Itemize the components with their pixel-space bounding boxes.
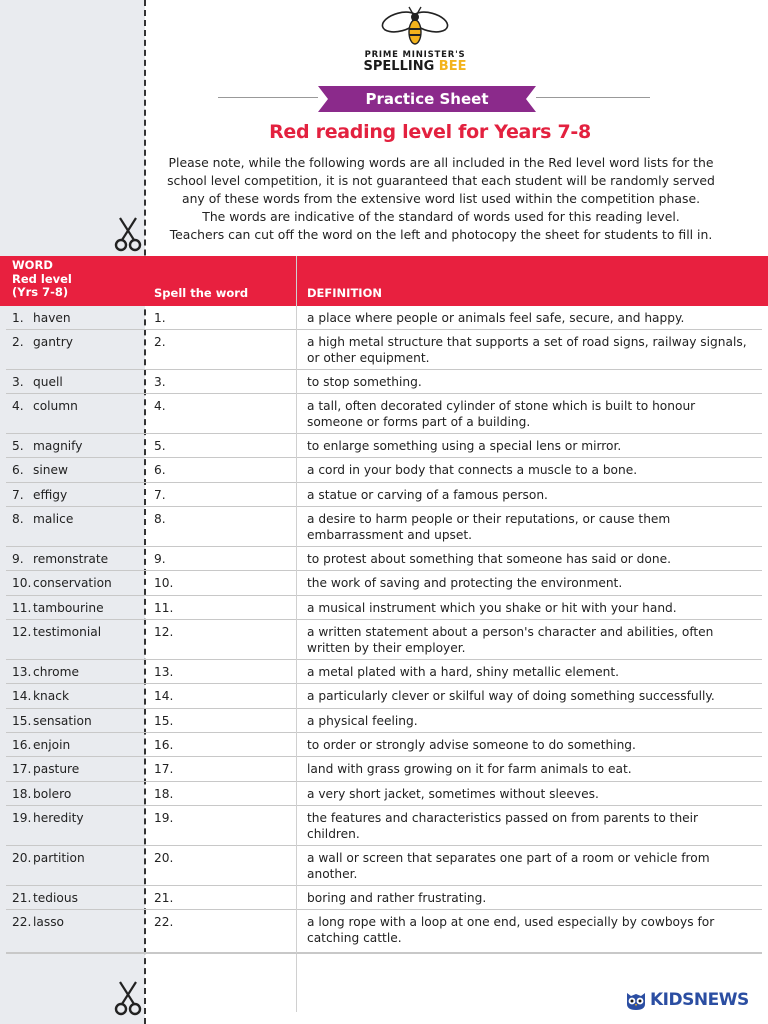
word-number: 5. xyxy=(12,439,24,453)
word-text: effigy xyxy=(33,488,68,502)
definition-cell: a statue or carving of a famous person. xyxy=(307,488,548,502)
spell-cell[interactable]: 8. xyxy=(154,512,166,526)
word-number: 17. xyxy=(12,762,32,776)
word-text: column xyxy=(33,399,78,413)
definition-cell: a metal plated with a hard, shiny metallic element. xyxy=(307,665,619,679)
word-number: 21. xyxy=(12,891,32,905)
word-text: remonstrate xyxy=(33,552,109,566)
intro-text: Please note, while the following words are all included in the Red level word lists for the school level competition, it is not guaranteed that each student will be randomly served any of these words from the extensive word list used within the competition phase. The words are indicative of the standard of words used for this reading level. Teachers can cut off the word on the left and photocopy the sheet for students to fill in. xyxy=(167,155,715,242)
word-text: sensation xyxy=(33,714,92,728)
table-row xyxy=(0,886,768,910)
spell-cell[interactable]: 5. xyxy=(154,439,166,453)
table-row xyxy=(0,507,768,547)
page-title: Red reading level for Years 7-8 xyxy=(269,121,591,143)
word-cell xyxy=(12,810,84,826)
word-cell xyxy=(12,462,68,478)
word-text: lasso xyxy=(33,915,65,929)
word-number: 7. xyxy=(12,488,24,502)
word-cell xyxy=(12,551,108,567)
table-row xyxy=(0,660,768,684)
definition-cell: a physical feeling. xyxy=(307,714,418,728)
word-cell xyxy=(12,334,73,350)
spell-cell[interactable]: 11. xyxy=(154,601,174,615)
word-cell xyxy=(12,688,69,704)
table-bottom-line xyxy=(6,953,762,954)
logo-line2: SPELLING BEE xyxy=(363,59,467,74)
definition-cell: a long rope with a loop at one end, used especially by cowboys for catching cattle. xyxy=(307,915,715,945)
table-row xyxy=(0,394,768,434)
word-cell xyxy=(12,600,104,616)
word-number: 9. xyxy=(12,552,24,566)
spell-cell[interactable]: 9. xyxy=(154,552,166,566)
word-cell xyxy=(12,310,71,326)
definition-cell: a wall or screen that separates one part of a room or vehicle from another. xyxy=(307,851,710,881)
definition-cell: a high metal structure that supports a set of road signs, railway signals, or other equipment. xyxy=(307,335,747,365)
table-row xyxy=(0,733,768,757)
word-cell xyxy=(12,575,112,591)
word-cell xyxy=(12,786,71,802)
definition-cell: a musical instrument which you shake or hit with your hand. xyxy=(307,601,677,615)
table-row xyxy=(0,757,768,782)
definition-cell: a cord in your body that connects a muscle to a bone. xyxy=(307,463,638,477)
word-text: malice xyxy=(33,512,74,526)
word-number: 20. xyxy=(12,851,32,865)
word-cell xyxy=(12,850,85,866)
table-row xyxy=(0,571,768,596)
word-text: sinew xyxy=(33,463,68,477)
scissors-icon xyxy=(112,978,144,1018)
practice-sheet-banner xyxy=(318,86,536,112)
definition-column-header: DEFINITION xyxy=(307,286,382,300)
word-cell xyxy=(12,737,70,753)
spell-cell[interactable]: 19. xyxy=(154,811,174,825)
spell-cell[interactable]: 3. xyxy=(154,375,166,389)
word-number: 16. xyxy=(12,738,32,752)
spelling-bee-logo xyxy=(340,4,490,73)
divider xyxy=(536,97,650,98)
word-text: partition xyxy=(33,851,85,865)
banner-label: Practice Sheet xyxy=(365,90,489,108)
word-text: conservation xyxy=(33,576,112,590)
word-number: 12. xyxy=(12,625,32,639)
spell-cell[interactable]: 22. xyxy=(154,915,174,929)
word-cell xyxy=(12,487,67,503)
word-number: 14. xyxy=(12,689,32,703)
table-row xyxy=(0,330,768,370)
spell-cell[interactable]: 4. xyxy=(154,399,166,413)
table-row xyxy=(0,684,768,709)
word-text: enjoin xyxy=(33,738,71,752)
word-cell xyxy=(12,511,73,527)
spell-cell[interactable]: 15. xyxy=(154,714,174,728)
spell-cell[interactable]: 1. xyxy=(154,311,166,325)
table-header xyxy=(0,256,768,306)
word-cell xyxy=(12,624,101,640)
definition-cell: to stop something. xyxy=(307,375,422,389)
definition-cell: a desire to harm people or their reputations, or cause them embarrassment and upset. xyxy=(307,512,671,542)
word-number: 1. xyxy=(12,311,24,325)
spell-cell[interactable]: 12. xyxy=(154,625,174,639)
definition-cell: boring and rather frustrating. xyxy=(307,891,487,905)
word-text: magnify xyxy=(33,439,83,453)
word-text: chrome xyxy=(33,665,79,679)
word-number: 6. xyxy=(12,463,24,477)
spell-cell[interactable]: 6. xyxy=(154,463,166,477)
scissors-icon xyxy=(112,214,144,254)
word-text: quell xyxy=(33,375,63,389)
spell-cell[interactable]: 2. xyxy=(154,335,166,349)
table-row xyxy=(0,370,768,394)
word-cell xyxy=(12,890,78,906)
spell-cell[interactable]: 7. xyxy=(154,488,166,502)
word-number: 10. xyxy=(12,576,32,590)
word-cell xyxy=(12,398,78,414)
table-row xyxy=(0,596,768,620)
definition-cell: to protest about something that someone has said or done. xyxy=(307,552,671,566)
definition-cell: a very short jacket, sometimes without sleeves. xyxy=(307,787,599,801)
word-text: haven xyxy=(33,311,71,325)
logo-line1: PRIME MINISTER'S xyxy=(364,50,466,60)
divider xyxy=(218,97,318,98)
word-text: bolero xyxy=(33,787,72,801)
bee-icon xyxy=(378,4,452,48)
definition-cell: a place where people or animals feel safe, secure, and happy. xyxy=(307,311,685,325)
definition-cell: the features and characteristics passed on from parents to their children. xyxy=(307,811,699,841)
word-column-header: WORD Red level (Yrs 7-8) xyxy=(12,258,72,299)
definition-cell: a particularly clever or skilful way of doing something successfully. xyxy=(307,689,715,703)
table-row xyxy=(0,483,768,507)
word-number: 22. xyxy=(12,915,32,929)
word-number: 18. xyxy=(12,787,32,801)
kidsnews-wordmark: KIDSNEWS xyxy=(650,990,749,1010)
word-text: knack xyxy=(33,689,70,703)
word-text: testimonial xyxy=(33,625,102,639)
definition-cell: to order or strongly advise someone to do something. xyxy=(307,738,636,752)
word-text: tambourine xyxy=(33,601,104,615)
word-text: pasture xyxy=(33,762,80,776)
owl-icon xyxy=(625,989,647,1011)
spell-column-header: Spell the word xyxy=(154,286,249,300)
definition-cell: the work of saving and protecting the environment. xyxy=(307,576,623,590)
definition-cell: a tall, often decorated cylinder of stone which is built to honour someone or forms part of a building. xyxy=(307,399,696,429)
table-row xyxy=(0,709,768,733)
word-cell xyxy=(12,761,79,777)
word-number: 3. xyxy=(12,375,24,389)
word-number: 2. xyxy=(12,335,24,349)
table-row xyxy=(0,547,768,571)
word-number: 15. xyxy=(12,714,32,728)
spell-cell[interactable]: 10. xyxy=(154,576,174,590)
spell-cell[interactable]: 13. xyxy=(154,665,174,679)
spell-cell[interactable]: 16. xyxy=(154,738,174,752)
spell-cell[interactable]: 14. xyxy=(154,689,174,703)
table-row xyxy=(0,458,768,483)
table-row xyxy=(0,620,768,660)
definition-cell: to enlarge something using a special lens or mirror. xyxy=(307,439,622,453)
definition-cell: land with grass growing on it for farm animals to eat. xyxy=(307,762,632,776)
word-number: 11. xyxy=(12,601,32,615)
table-row xyxy=(0,910,768,953)
table-row xyxy=(0,782,768,806)
kidsnews-logo xyxy=(625,988,749,1012)
table-row xyxy=(0,846,768,886)
word-cell xyxy=(12,664,79,680)
word-number: 19. xyxy=(12,811,32,825)
word-text: gantry xyxy=(33,335,73,349)
word-cell xyxy=(12,438,82,454)
spell-cell[interactable]: 21. xyxy=(154,891,174,905)
word-text: heredity xyxy=(33,811,84,825)
table-row xyxy=(0,434,768,458)
table-row xyxy=(0,306,768,330)
word-number: 13. xyxy=(12,665,32,679)
spell-cell[interactable]: 20. xyxy=(154,851,174,865)
word-number: 8. xyxy=(12,512,24,526)
word-cell xyxy=(12,713,92,729)
table-row xyxy=(0,806,768,846)
definition-cell: a written statement about a person's character and abilities, often written by their employer. xyxy=(307,625,714,655)
word-cell xyxy=(12,374,63,390)
word-number: 4. xyxy=(12,399,24,413)
spell-cell[interactable]: 18. xyxy=(154,787,174,801)
word-cell xyxy=(12,914,64,930)
spell-cell[interactable]: 17. xyxy=(154,762,174,776)
word-text: tedious xyxy=(33,891,78,905)
